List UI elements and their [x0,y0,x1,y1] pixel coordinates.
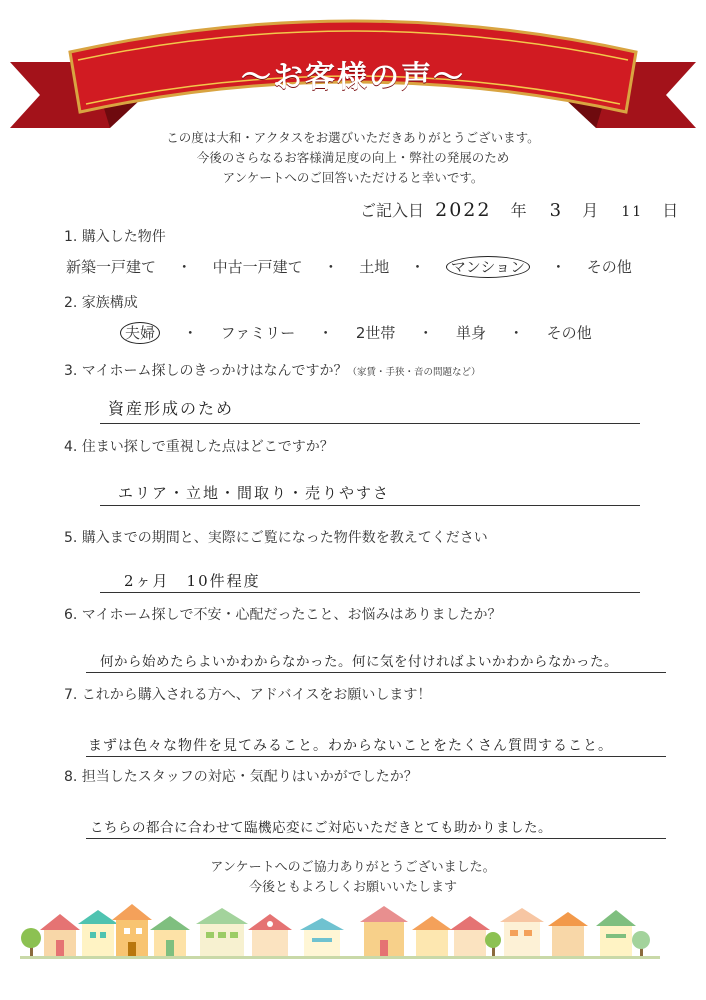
q4-answer: エリア・立地・間取り・売りやすさ [118,484,391,502]
answer-line [86,672,666,673]
house-icon [300,918,344,956]
footer-text [0,858,706,898]
footer-line: アンケートへのご協力ありがとうございました。 [210,860,496,875]
q7-answer: まずは色々な物件を見てみること。わからないことをたくさん質問すること。 [88,738,613,754]
q6-answer: 何から始めたらよいかわからなかった。何に気を付ければよいかわからなかった。 [100,654,618,670]
answer-line [100,423,640,424]
separator: ・ [508,324,524,342]
separator: ・ [182,324,198,342]
date-year: 2022 [435,199,492,221]
date-month: 3 [549,200,564,221]
date-day: 11 [621,204,644,220]
date-row [360,198,678,221]
house-icon [196,908,248,956]
q2-option: 単身 [456,324,487,342]
q3-question-text: 3. マイホーム探しのきっかけはなんですか？ [64,363,348,379]
q2-option: 2世帯 [355,324,396,342]
q1-option: 土地 [359,258,390,276]
houses-illustration [0,900,706,1000]
q1-option: 中古一戸建て [212,258,303,276]
separator: ・ [409,258,425,276]
tree-icon [632,931,650,956]
house-icon [78,910,118,956]
q6-question: 6. マイホーム探しで不安・心配だったこと、お悩みはありましたか？ [64,607,502,623]
separator: ・ [418,324,434,342]
date-label: ご記入日 [360,201,425,220]
date-year-unit: 年 [510,201,527,220]
separator: ・ [318,324,334,342]
q4-question: 4. 住まい探しで重視した点はどこですか？ [64,439,334,455]
q7-question: 7. これから購入される方へ、アドバイスをお願いします！ [64,687,432,703]
house-icon [112,904,152,956]
q3-question [64,360,481,380]
page-title: 〜お客様の声〜 [241,60,465,95]
footer-line: 今後ともよろしくお願いいたします [248,880,457,895]
house-icon [40,914,80,956]
separator: ・ [323,258,339,276]
house-icon [150,916,190,956]
q5-answer: 2ヶ月 10件程度 [124,572,261,590]
intro-line: アンケートへのご回答いただけると幸いです。 [222,170,484,185]
house-icon [450,916,490,956]
house-icon [596,910,636,956]
q2-option-selected: 夫婦 [120,322,160,344]
q8-answer: こちらの都合に合わせて臨機応変にご対応いただきとても助かりました。 [90,820,552,836]
q8-question: 8. 担当したスタッフの対応・気配りはいかがでしたか？ [64,769,418,785]
answer-line [100,505,640,506]
ground [20,956,660,959]
q3-question-note: （家賃・手狭・音の問題など） [347,367,481,378]
house-icon [248,914,292,956]
q1-option: 新築一戸建て [66,258,157,276]
house-icon [548,912,588,956]
q2-option: その他 [546,324,592,342]
intro-line: この度は大和・アクタスをお選びいただきありがとうございます。 [166,130,540,145]
separator: ・ [176,258,192,276]
q5-question: 5. 購入までの期間と、実際にご覧になった物件数を教えてください [64,530,488,546]
q1-question: 1. 購入した物件 [64,229,166,245]
house-icon [412,916,452,956]
answer-line [100,592,640,593]
answer-line [86,756,666,757]
q1-option: その他 [586,258,632,276]
q2-options [120,322,592,343]
q3-answer: 資産形成のため [108,399,235,418]
q2-option: ファミリー [220,324,296,342]
tree-icon [21,928,41,956]
intro-line: 今後のさらなるお客様満足度の向上・弊社の発展のため [196,150,510,165]
answer-line [86,838,666,839]
date-day-unit: 日 [662,201,679,220]
q1-option-selected: マンション [446,256,530,278]
house-icon [500,908,544,956]
tree-icon [485,932,501,956]
q2-question: 2. 家族構成 [64,295,138,311]
q1-options [66,256,632,277]
date-month-unit: 月 [582,201,599,220]
separator: ・ [550,258,566,276]
intro-text [0,128,706,188]
house-icon [360,906,408,956]
